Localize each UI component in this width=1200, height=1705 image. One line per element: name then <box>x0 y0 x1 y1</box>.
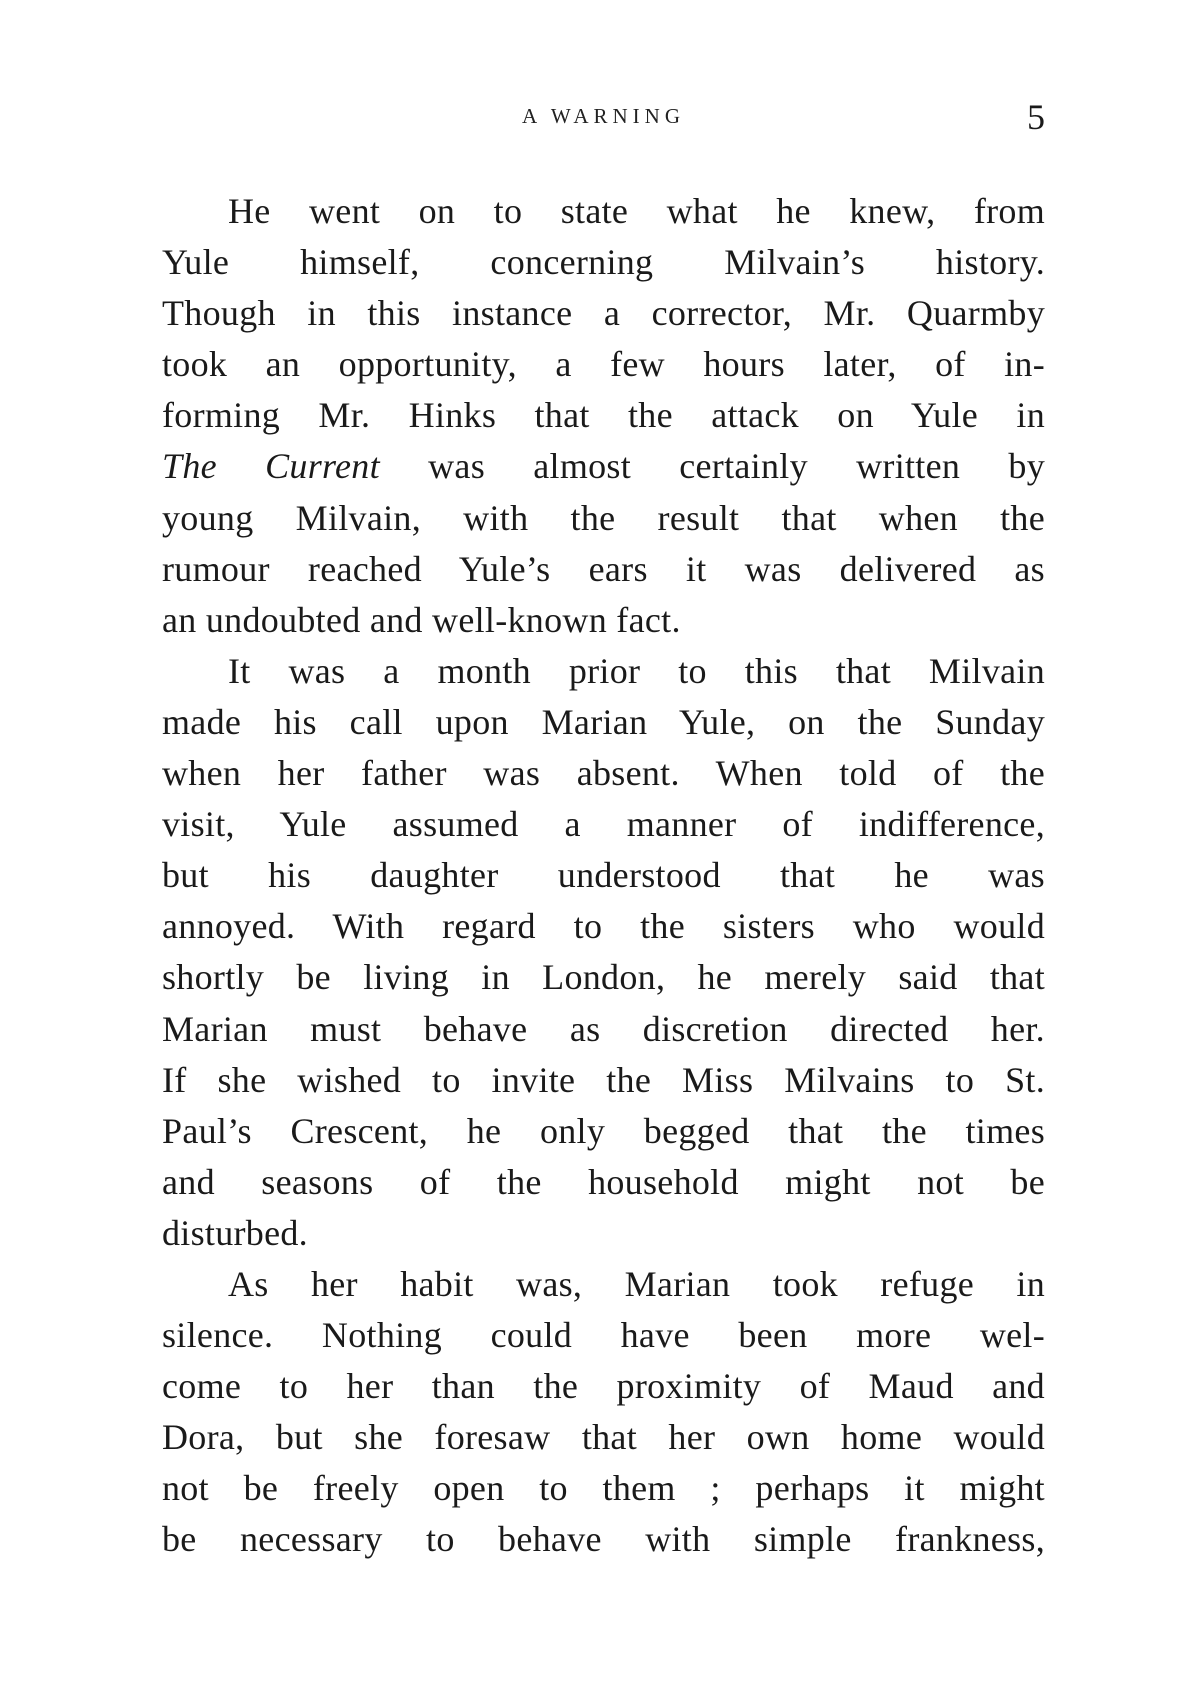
text-line: be necessary to behave with simple frankness, <box>162 1519 1045 1560</box>
text-line: Paul’s Crescent, he only begged that the times <box>162 1110 1045 1151</box>
page-number: 5 <box>1027 97 1045 137</box>
text-line: Yule himself, concerning Milvain’s history. <box>162 242 1045 283</box>
text-line: Dora, but she foresaw that her own home would <box>162 1417 1045 1458</box>
text-line: If she wished to invite the Miss Milvains to St. <box>162 1059 1045 1100</box>
text-line <box>162 441 1045 492</box>
body-text <box>162 186 1045 1566</box>
text-line: Marian must behave as discretion directed her. <box>162 1008 1045 1049</box>
text-line: Though in this instance a corrector, Mr. Quarmby <box>162 293 1045 334</box>
italic-title: The Current <box>162 446 380 487</box>
text-line: shortly be living in London, he merely said that <box>162 957 1045 998</box>
text-line: come to her than the proximity of Maud and <box>162 1366 1045 1407</box>
text-line: and seasons of the household might not be <box>162 1161 1045 1202</box>
page-header <box>162 96 1045 136</box>
text-line: when her father was absent. When told of the <box>162 753 1045 794</box>
text-line: As her habit was, Marian took refuge in <box>228 1263 1045 1304</box>
text-line: annoyed. With regard to the sisters who would <box>162 906 1045 947</box>
text-line: made his call upon Marian Yule, on the Sunday <box>162 701 1045 742</box>
running-title: A WARNING <box>521 104 686 128</box>
text-line: young Milvain, with the result that when the <box>162 497 1045 538</box>
text-line: It was a month prior to this that Milvain <box>228 650 1045 691</box>
text-line: disturbed. <box>162 1212 308 1253</box>
text-line: but his daughter understood that he was <box>162 855 1045 896</box>
text-line: an undoubted and well-known fact. <box>162 599 681 640</box>
text-line: not be freely open to them ; perhaps it might <box>162 1468 1045 1509</box>
text-line: took an opportunity, a few hours later, of in- <box>162 344 1045 385</box>
text-line: He went on to state what he knew, from <box>228 191 1045 231</box>
text-line: silence. Nothing could have been more wel- <box>162 1315 1045 1356</box>
text-line: visit, Yule assumed a manner of indifference, <box>162 804 1045 845</box>
text-line: forming Mr. Hinks that the attack on Yule in <box>162 395 1045 436</box>
text-line-rest: was almost certainly written by <box>379 446 1045 487</box>
text-line: rumour reached Yule’s ears it was delivered as <box>162 548 1045 589</box>
